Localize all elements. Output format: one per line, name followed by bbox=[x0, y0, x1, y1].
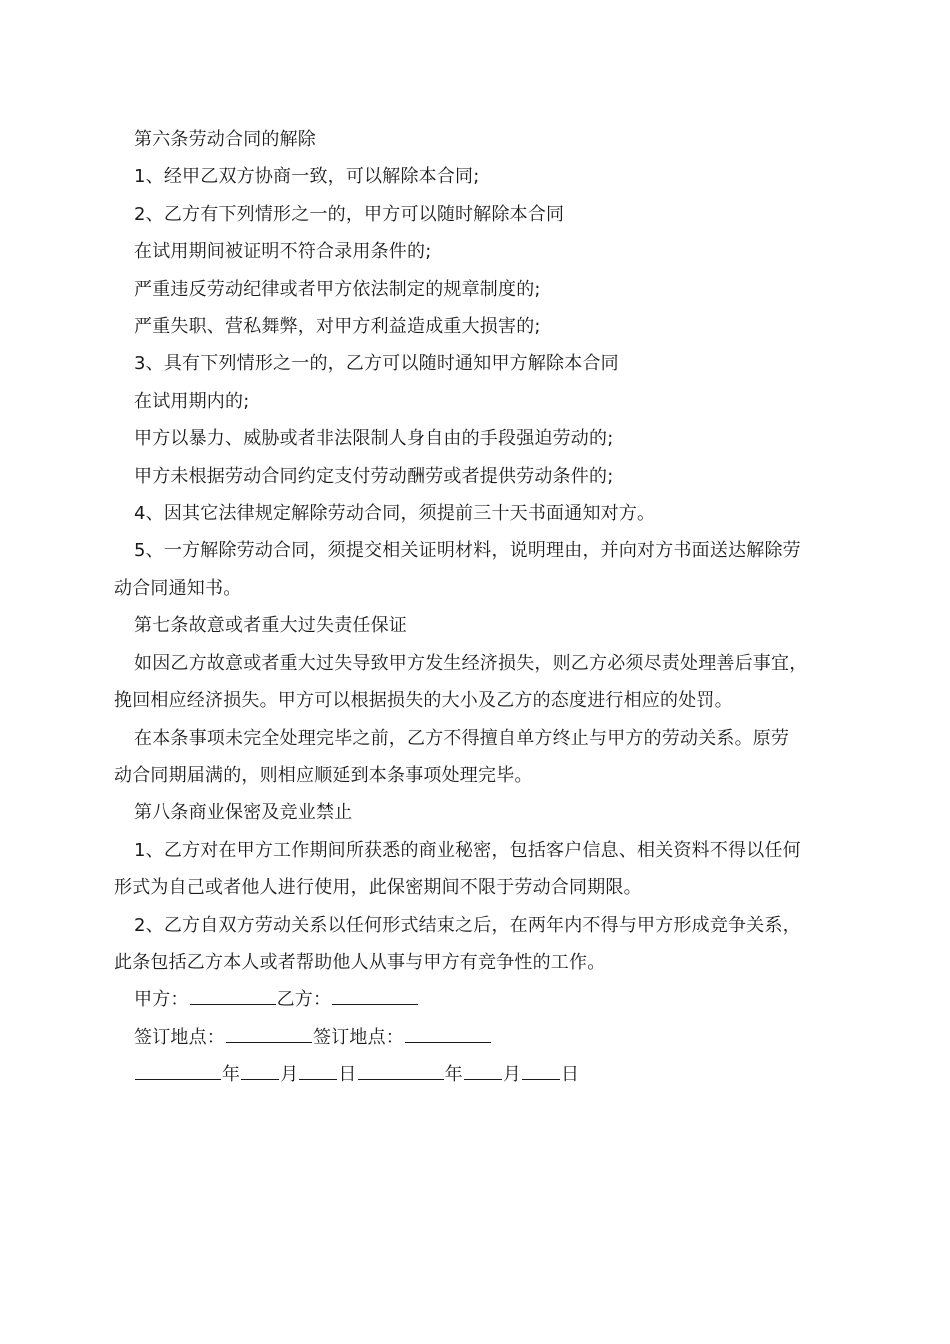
place-a-label: 签订地点： bbox=[134, 1026, 225, 1048]
party-a-label: 甲方： bbox=[134, 989, 189, 1011]
year-a-blank bbox=[135, 1061, 221, 1080]
place-a-blank bbox=[226, 1024, 312, 1043]
party-a-blank bbox=[190, 986, 276, 1005]
clause-6-3-item-3: 甲方未根据劳动合同约定支付劳动酬劳或者提供劳动条件的; bbox=[134, 465, 614, 487]
month-a-blank bbox=[241, 1061, 279, 1080]
section-heading-6: 第六条劳动合同的解除 bbox=[134, 129, 316, 150]
place-b-blank bbox=[405, 1024, 491, 1043]
clause-7-2-line-2: 动合同期届满的，则相应顺延到本条事项处理完毕。 bbox=[114, 764, 533, 786]
day-a-label: 日 bbox=[338, 1064, 357, 1086]
clause-8-2-line-2: 此条包括乙方本人或者帮助他人从事与甲方有竞争性的工作。 bbox=[114, 951, 606, 973]
clause-6-5-line-1: 5、一方解除劳动合同，须提交相关证明材料，说明理由，并向对方书面送达解除劳 bbox=[134, 540, 801, 562]
signature-date-line bbox=[114, 1056, 844, 1093]
section-heading-8: 第八条商业保密及竞业禁止 bbox=[134, 802, 353, 824]
signature-parties-line bbox=[114, 981, 844, 1018]
clause-8-1-line-2: 形式为自己或者他人进行使用，此保密期间不限于劳动合同期限。 bbox=[114, 877, 642, 899]
month-b-label: 月 bbox=[502, 1064, 522, 1086]
party-b-blank bbox=[332, 986, 418, 1005]
document-body bbox=[114, 121, 844, 1094]
clause-7-1-line-2: 挽回相应经济损失。甲方可以根据损失的大小及乙方的态度进行相应的处罚。 bbox=[114, 690, 733, 712]
day-a-blank bbox=[299, 1061, 337, 1080]
month-b-blank bbox=[464, 1061, 502, 1080]
day-b-label: 日 bbox=[561, 1064, 580, 1086]
clause-6-1: 1、经甲乙双方协商一致，可以解除本合同; bbox=[134, 166, 480, 188]
month-a-label: 月 bbox=[280, 1064, 299, 1086]
clause-6-3-item-2: 甲方以暴力、威胁或者非法限制人身自由的手段强迫劳动的; bbox=[134, 428, 614, 450]
clause-8-2-line-1: 2、乙方自双方劳动关系以任何形式结束之后，在两年内不得与甲方形成竞争关系， bbox=[134, 914, 801, 936]
clause-8-1-line-1: 1、乙方对在甲方工作期间所获悉的商业秘密，包括客户信息、相关资料不得以任何 bbox=[134, 839, 801, 861]
section-heading-7: 第七条故意或者重大过失责任保证 bbox=[134, 615, 407, 637]
clause-7-2-line-1: 在本条事项未完全处理完毕之前，乙方不得擅自单方终止与甲方的劳动关系。原劳 bbox=[134, 727, 790, 749]
year-b-blank bbox=[358, 1061, 444, 1080]
clause-6-3: 3、具有下列情形之一的，乙方可以随时通知甲方解除本合同 bbox=[134, 353, 619, 375]
year-a-label: 年 bbox=[222, 1064, 241, 1086]
clause-6-3-item-1: 在试用期内的; bbox=[134, 390, 250, 412]
clause-6-4: 4、因其它法律规定解除劳动合同，须提前三十天书面通知对方。 bbox=[134, 503, 656, 525]
clause-6-5-line-2: 动合同通知书。 bbox=[114, 577, 242, 599]
year-b-label: 年 bbox=[444, 1064, 463, 1086]
place-b-label: 签订地点： bbox=[313, 1026, 404, 1048]
signature-place-line bbox=[114, 1019, 844, 1056]
clause-6-2-item-2: 严重违反劳动纪律或者甲方依法制定的规章制度的; bbox=[134, 278, 541, 300]
clause-7-1-line-1: 如因乙方故意或者重大过失导致甲方发生经济损失，则乙方必须尽责处理善后事宜， bbox=[134, 652, 808, 674]
day-b-blank bbox=[522, 1061, 560, 1080]
party-b-label: 乙方： bbox=[276, 989, 332, 1011]
clause-6-2-item-1: 在试用期间被证明不符合录用条件的; bbox=[134, 241, 432, 263]
clause-6-2-item-3: 严重失职、营私舞弊，对甲方利益造成重大损害的; bbox=[134, 316, 541, 338]
clause-6-2: 2、乙方有下列情形之一的，甲方可以随时解除本合同 bbox=[134, 203, 565, 225]
